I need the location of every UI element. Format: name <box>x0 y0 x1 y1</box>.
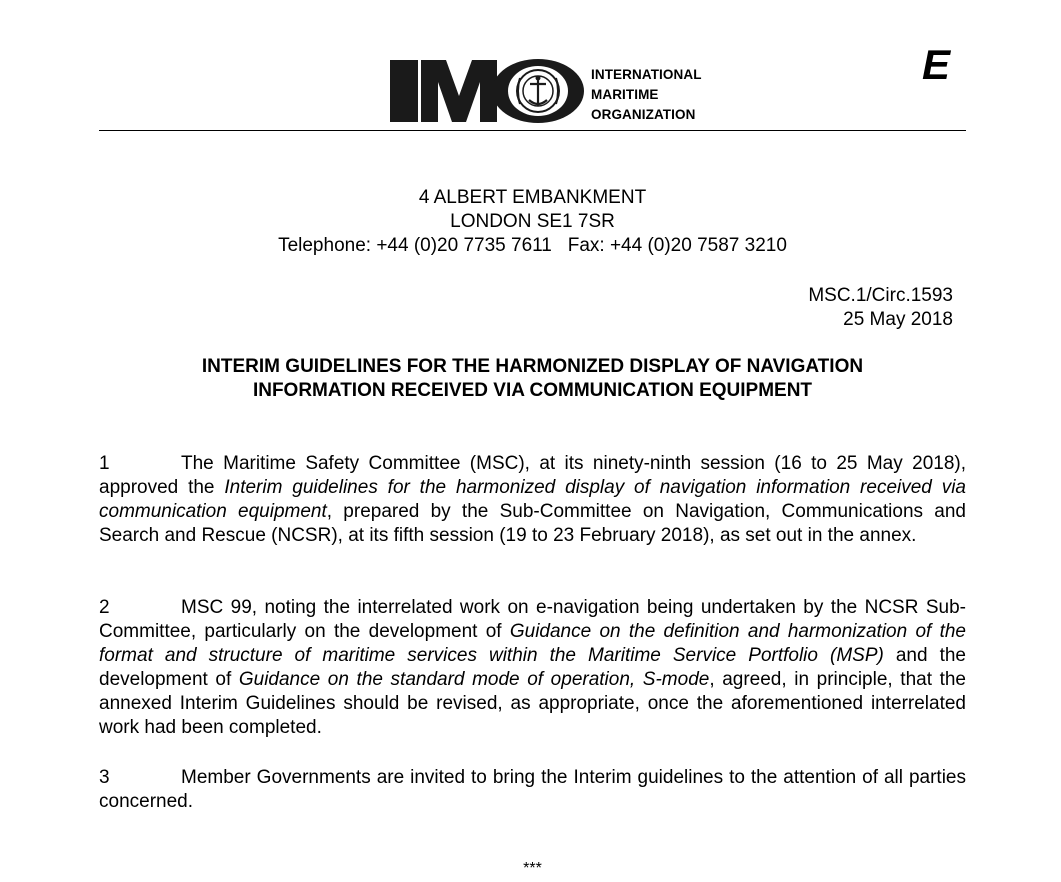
paragraph-number: 1 <box>99 453 110 474</box>
address-city: LONDON SE1 7SR <box>450 211 615 232</box>
paragraph-text: The Maritime Safety Committee (MSC), at its ninety-ninth session (16 to 25 May 2018), approved the <box>99 453 966 498</box>
document-title <box>99 355 966 403</box>
paragraph-number: 2 <box>99 597 110 618</box>
address-street: 4 ALBERT EMBANKMENT <box>418 187 647 208</box>
fax: Fax: +44 (0)20 7587 3210 <box>567 235 787 256</box>
title-line-2: INFORMATION RECEIVED VIA COMMUNICATION EQUIPMENT <box>252 380 813 401</box>
paragraph-text: Member Governments are invited to bring the Interim guidelines to the attention of all parties concerned. <box>99 767 966 812</box>
language-code: E <box>922 41 951 88</box>
paragraph-italic: Guidance on the definition and harmonization of the format and structure of maritime services within the Maritime Service Portfolio (MSP) <box>99 621 967 666</box>
org-line-3: ORGANIZATION <box>591 107 696 122</box>
paragraph-italic: Guidance on the standard mode of operation, S-mode <box>238 669 710 690</box>
paragraph-1 <box>99 452 966 548</box>
paragraph-number: 3 <box>99 767 110 788</box>
address-block <box>99 186 966 258</box>
document-reference <box>808 284 953 332</box>
paragraph-text: MSC 99, noting the interrelated work on e-navigation being undertaken by the NCSR Sub-Committee, particularly on the development of <box>99 597 966 642</box>
paragraph-2 <box>99 596 966 740</box>
contact-line <box>99 234 966 258</box>
imo-emblem-icon <box>388 56 588 124</box>
paragraph-italic: Interim guidelines for the harmonized display of navigation information received via communication equipment <box>99 477 966 522</box>
section-separator: *** <box>523 860 542 877</box>
org-line-1: INTERNATIONAL <box>591 67 702 82</box>
header-divider <box>99 130 966 131</box>
circular-date: 25 May 2018 <box>843 309 953 330</box>
organization-name <box>591 65 702 125</box>
paragraph-text: , agreed, in principle, that the annexed Interim Guidelines should be revised, as appropriate, once the aforementioned interrelated work had been completed. <box>99 669 967 738</box>
paragraph-3 <box>99 766 966 814</box>
paragraph-text: , prepared by the Sub-Committee on Navigation, Communications and Search and Rescue (NCSR), at its fifth session (19 to 23 February 2018), as set out in the annex. <box>99 501 966 546</box>
title-line-1: INTERIM GUIDELINES FOR THE HARMONIZED DISPLAY OF NAVIGATION <box>201 356 864 377</box>
circular-number: MSC.1/Circ.1593 <box>808 285 953 306</box>
org-line-2: MARITIME <box>591 87 659 102</box>
imo-logo <box>388 56 718 124</box>
telephone: Telephone: +44 (0)20 7735 7611 <box>278 235 552 256</box>
paragraph-text: and the development of <box>99 645 966 690</box>
